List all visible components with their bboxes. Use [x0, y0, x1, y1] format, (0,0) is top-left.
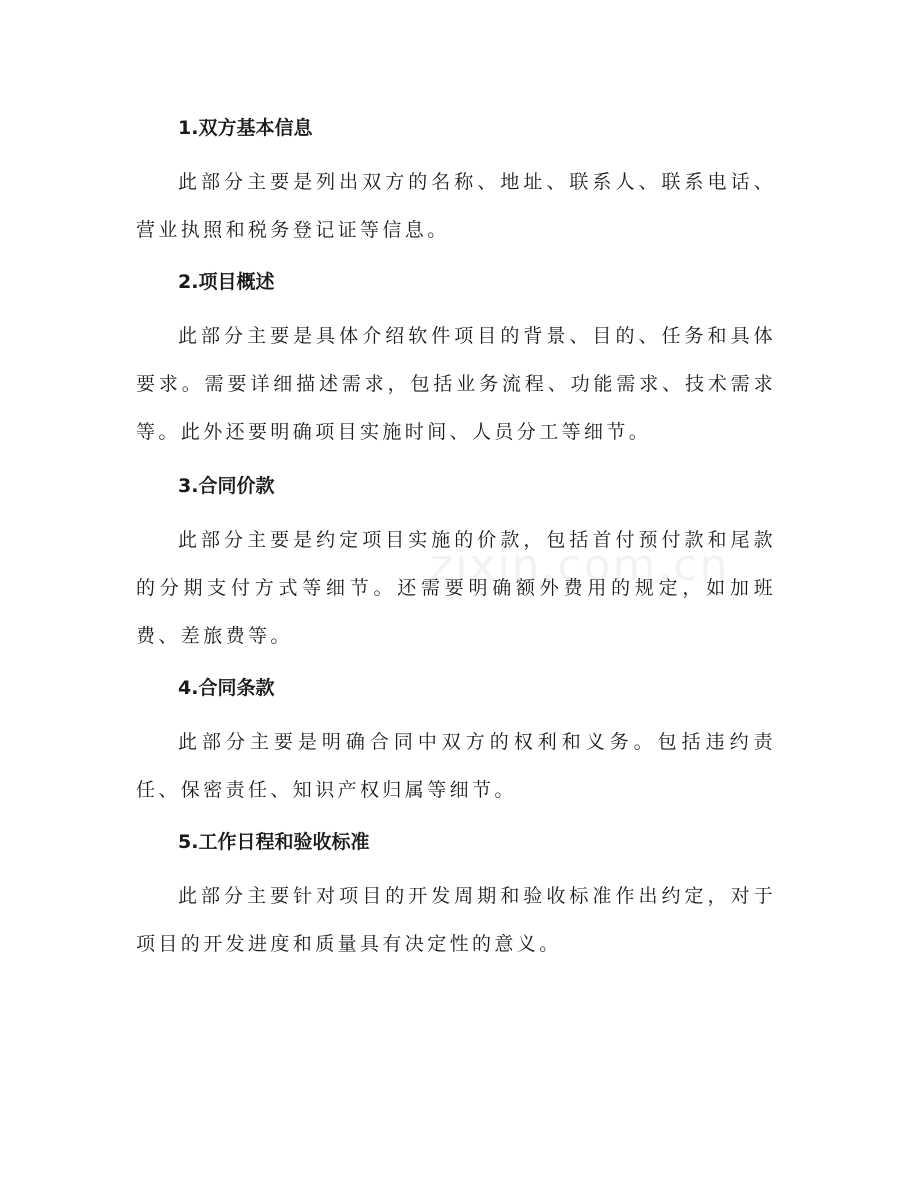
section-heading-project-overview: 2.项目概述	[178, 271, 275, 293]
section-body-contract-price: 此部分主要是约定项目实施的价款，包括首付预付款和尾款的分期支付方式等细节。还需要明确额外费用的规定，如加班费、差旅费等。	[136, 529, 776, 647]
section-heading-schedule-acceptance: 5.工作日程和验收标准	[178, 831, 370, 853]
section-heading-contract-terms: 4.合同条款	[178, 677, 275, 699]
section-body-contract-terms: 此部分主要是明确合同中双方的权利和义务。包括违约责任、保密责任、知识产权归属等细节。	[136, 731, 776, 801]
section-heading-contract-price: 3.合同价款	[178, 475, 275, 497]
watermark: zixin.com.cn	[430, 540, 730, 591]
section-heading-basic-info: 1.双方基本信息	[178, 117, 313, 139]
section-body-project-overview: 此部分主要是具体介绍软件项目的背景、目的、任务和具体要求。需要详细描述需求，包括业务流程、功能需求、技术需求等。此外还要明确项目实施时间、人员分工等细节。	[136, 325, 776, 443]
section-body-basic-info: 此部分主要是列出双方的名称、地址、联系人、联系电话、营业执照和税务登记证等信息。	[136, 171, 776, 241]
section-body-schedule-acceptance: 此部分主要针对项目的开发周期和验收标准作出约定，对于项目的开发进度和质量具有决定性的意义。	[136, 885, 776, 955]
